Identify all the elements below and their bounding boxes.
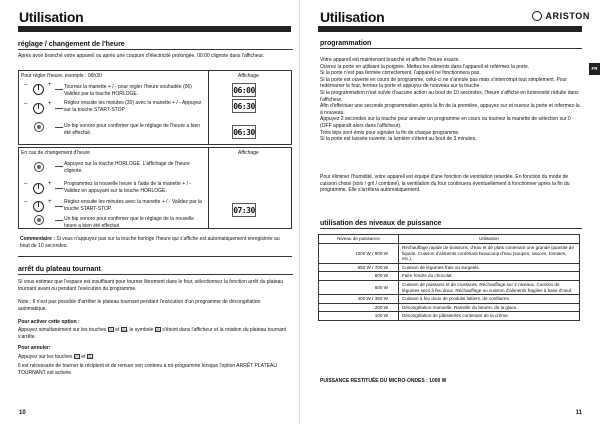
power-level: 850 W / 700 W bbox=[319, 263, 399, 272]
clock-button-icon bbox=[34, 162, 44, 172]
activate-title: Pour activer cette option : bbox=[18, 319, 80, 325]
page-title: Utilisation bbox=[19, 9, 84, 25]
step-3: Un bip sonore pour confirmer que le réglage de l'heure a bien été effectué. bbox=[64, 123, 201, 136]
power-level: 500 W bbox=[319, 280, 399, 294]
programming-text: Votre appareil est maintenant branché et affiche l'heure exacte. Ouvrez la porte en utilisant la poignée. Mettez les aliments dans l'appareil et refermez la porte. Si la porte n'est pas fermée correctement, l'appareil ne fonctionnera pas. Si la porte est ouverte en cours de programme, celui-ci ne s'annule pas mais s'interrompt tout simplement. Pour redémarrer le four, fermez la porte et appuyez de nouveau sur la touche . Si la programmation n'est suivie d'aucune action au bout de 10 secondes, l'heure s'affiche en luminosité réduite dans l'afficheur. Afin d'effectuer une seconde programmation après la fin de la première, appuyez sur et ouvrez la porte et refermez-la à nouveau. Appuyez 2 secondes sur la touche pour annuler un programme en cours ou tournez la manette de sélection sur 0 (OFF apparaît alors dans l'afficheur). Trois bips sont émis pour signaler la fin de chaque programme. Si la porte est laissée ouverte, la lumière s'éteint au bout de 3 minutes. bbox=[320, 57, 580, 143]
step-7: Un bip sonore pour confirmer que le réglage de la nouvelle heure a bien été effectué. bbox=[64, 216, 195, 229]
clock-key-icon: ◷ bbox=[75, 354, 79, 360]
change-label: En cas de changement d'heure bbox=[21, 150, 91, 156]
page-title: Utilisation bbox=[320, 9, 385, 25]
table-row bbox=[319, 303, 580, 312]
start-stop-button-icon bbox=[34, 122, 44, 132]
language-tab: FR bbox=[589, 63, 600, 75]
power-level: 600 W bbox=[319, 272, 399, 281]
selector-knob-icon bbox=[33, 103, 44, 114]
cancel-text: Appuyez sur les touches ◷ et ⚖. bbox=[18, 354, 95, 360]
humidity-text: Pour éliminer l'humidité, votre appareil est équipé d'une fonction de ventilation retardée. En fonction du mode de cuisson choisi (solo / gril / combiné), la ventilation du four continuera éventuellement à fonctionner après la fin du programme. Elle s'arrêtera automatiquement. bbox=[320, 174, 570, 194]
comment-label: Commentaire : bbox=[20, 236, 56, 242]
comment-text: Si vous n'appuyez pas sur la touche horloge l'heure qui s'affiche est automatiquement enregistrée au bout de 10 secondes. bbox=[20, 236, 280, 249]
plus-sign: + bbox=[48, 82, 52, 88]
table-header-row bbox=[319, 235, 580, 244]
brand-logo bbox=[532, 11, 590, 21]
table-row bbox=[319, 312, 580, 321]
power-level: 200 W bbox=[319, 303, 399, 312]
activate-text: Appuyez simultanément sur les touches ◷ et ⚖, le symbole ◎ s'éteint dans l'afficheur et la rotation du plateau tournant s'arrête. bbox=[18, 327, 287, 340]
page-number: 10 bbox=[19, 410, 26, 416]
clock-display-4: 07:30 bbox=[232, 203, 256, 217]
clock-display-1: 06:00 bbox=[232, 83, 256, 97]
power-level: 1000 W / 900 W bbox=[319, 244, 399, 264]
power-section-title: utilisation des niveaux de puissance bbox=[320, 220, 582, 229]
power-usage: Décongélation manuelle. Ramollir du beurre, de la glace. bbox=[399, 303, 580, 312]
cancel-title: Pour annuler: bbox=[18, 345, 51, 351]
clock-intro: Après avoir branché votre appareil ou après une coupure d'électricité prolongée, 00:00 clignote dans l'afficheur. bbox=[18, 53, 265, 59]
clock-display-3: 06:30 bbox=[232, 125, 256, 139]
programming-section-title: programmation bbox=[320, 40, 582, 49]
selector-knob-icon bbox=[33, 84, 44, 95]
title-bar bbox=[318, 26, 582, 32]
power-table bbox=[318, 234, 580, 321]
step-5: Programmez la nouvelle heure à l'aide de la manette + / - Validez en appuyant sur la touche HORLOGE. bbox=[64, 181, 191, 194]
step-2: Réglez ensuite les minutes (30) avec la manette + / - Appuyez sur la touche START-STOP bbox=[64, 100, 202, 113]
turntable-symbol-icon: ◎ bbox=[156, 327, 160, 333]
title-bar bbox=[18, 26, 291, 32]
power-usage: Cuisson à feu doux de produits laitiers, de confitures. bbox=[399, 295, 580, 304]
page-number: 11 bbox=[575, 410, 582, 416]
minus-sign: – bbox=[24, 82, 28, 88]
table-row bbox=[319, 280, 580, 294]
brand-name: ARISTON bbox=[545, 11, 590, 21]
clock-display-2: 06:30 bbox=[232, 99, 256, 113]
step-6: Réglez ensuite les minutes avec la manette + / - Validez par la touche START-STOP. bbox=[64, 199, 202, 212]
table-row bbox=[319, 244, 580, 264]
table-row bbox=[319, 295, 580, 304]
left-page: Utilisation réglage / changement de l'heure Après avoir branché votre appareil ou après une coupure d'électricité prolongée, 00:00 clignote dans l'afficheur. Pour régler l'heure, exemple : 06h30 Affichage – + Tournez la manette + / - pour régler l'heure souhaitée (06) Validez par la touche HORLOGE. – + Réglez ensuite les minutes (30) avec la manette + / - Appuyez sur la touche START-STOP Un bip sonore pour confirmer que le réglage de l'heure a bien été effectué. 06:00 06:30 06:30 En cas de changement d'heure Affichage Appuyez sur la touche HORLOGE. L'affichage de l'heure clignote. – + Programmez la nouvelle heure à l'aide de la manette + / - Validez en appuyant sur la touche HORLOGE. – + Réglez ensuite les minutes avec la manette + / - Validez par la touche START-STOP. Un bip sonore pour confirmer que le réglage de la nouvelle heure a bien été effectué. 07:30 Commentaire : Si vous n'appuyez pas sur la touche horloge l'heure qui s'affiche est automatiquement enregistrée au bout de 10 secondes. arrêt du plateau tournant Si vous estimez que l'espace est insuffisant pour tourner librement dans le four, sélectionnez la fonction arrêt du plateau tournant avant ou pendant l'exécution du programme. Note : Il n'est pas possible d'arrêter le plateau tournant pendant l'exécution d'un programme de décongélation automatique. Pour activer cette option : Appuyez simultanément sur les touches ◷ et ⚖, le symbole ◎ s'éteint dans l'afficheur et la rotation du plateau tournant s'arrête. Pour annuler: Appuyez sur les touches ◷ et ⚖. Il est nécessaire de tourner le récipient et de remuer son contenu à mi-programme lorsque l'option ARRÊT PLATEAU TOURNANT est activée. 10 bbox=[0, 0, 300, 424]
selector-knob-icon bbox=[33, 183, 44, 194]
clock-section-title: réglage / changement de l'heure bbox=[18, 41, 293, 50]
display-header: Affichage bbox=[238, 150, 259, 156]
weight-key-icon: ⚖ bbox=[121, 327, 126, 333]
selector-knob-icon bbox=[33, 201, 44, 212]
step-1: Tournez la manette + / - pour régler l'heure souhaitée (06) Validez par la touche HORLOGE. bbox=[64, 84, 192, 97]
turntable-footer: Il est nécessaire de tourner le récipient et de remuer son contenu à mi-programme lorsque l'option ARRÊT PLATEAU TOURNANT est activée. bbox=[18, 363, 277, 376]
example-label: Pour régler l'heure, exemple : 06h30 bbox=[21, 73, 102, 79]
power-usage: Réchauffage rapide de boissons, d'eau et de plats contenant une grande quantité de liquide. Cuisson d'aliments contenant beaucoup d'eau (soupes, sauces, tomates, etc.). bbox=[399, 244, 580, 264]
power-footer: PUISSANCE RESTITUÉE DU MICRO-ONDES : 1000 W bbox=[320, 378, 447, 384]
power-usage: Cuisson de poissons et de crustacés. Réchauffage sur 2 niveaux. Cuisson de légumes secs à feu doux. Réchauffage ou cuisson d'aliments fragiles à base d'oeuf. bbox=[399, 280, 580, 294]
turntable-section-title: arrêt du plateau tournant bbox=[18, 266, 293, 275]
column-header: Niveau de puissance bbox=[319, 235, 399, 244]
turntable-note: Note : Il n'est pas possible d'arrêter le plateau tournant pendant l'exécution d'un programme de décongélation automatique. bbox=[18, 299, 261, 312]
table-row bbox=[319, 272, 580, 281]
turntable-p1: Si vous estimez que l'espace est insuffisant pour tourner librement dans le four, sélectionnez la fonction arrêt du plateau tournant avant ou pendant l'exécution du programme. bbox=[18, 279, 284, 292]
power-level: 400 W / 350 W bbox=[319, 295, 399, 304]
right-page bbox=[300, 0, 600, 424]
power-usage: Cuisson de légumes frais ou surgelés. bbox=[399, 263, 580, 272]
comment bbox=[20, 236, 290, 249]
ariston-logo-icon bbox=[532, 11, 542, 21]
table-row bbox=[319, 263, 580, 272]
power-level: 100 W bbox=[319, 312, 399, 321]
step-4: Appuyez sur la touche HORLOGE. L'affichage de l'heure clignote. bbox=[64, 161, 190, 174]
power-usage: Décongélation de pâtisseries contenant de la crème. bbox=[399, 312, 580, 321]
weight-key-icon: ⚖ bbox=[88, 354, 92, 360]
clock-key-icon: ◷ bbox=[109, 327, 113, 333]
column-header: Utilisation bbox=[399, 235, 580, 244]
display-header: Affichage bbox=[238, 73, 259, 79]
start-stop-button-icon bbox=[34, 215, 44, 225]
power-usage: Faire fondre du chocolat. bbox=[399, 272, 580, 281]
